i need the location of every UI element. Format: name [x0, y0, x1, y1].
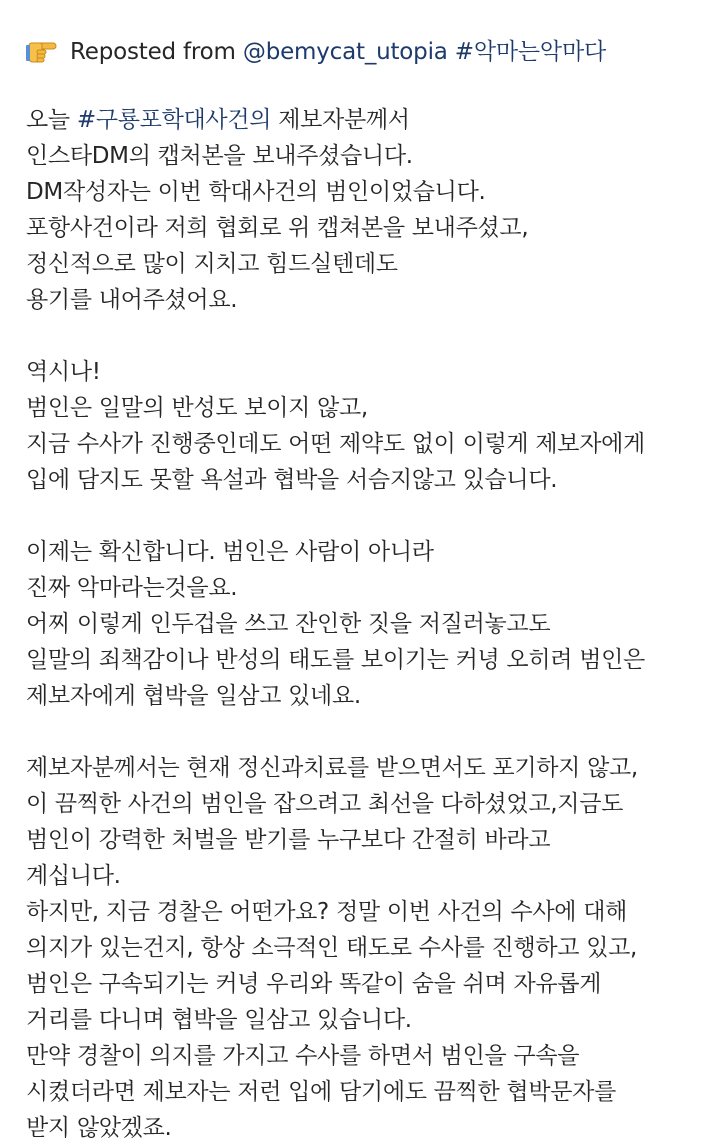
caption-line: 어찌 이렇게 인두겁을 쓰고 잔인한 짓을 저질러놓고도 [26, 611, 551, 637]
caption-line: 의지가 있는건지, 항상 소극적인 태도로 수사를 진행하고 있고, [26, 935, 638, 961]
caption-line: 범인이 강력한 처벌을 받기를 누구보다 간절히 바라고 [26, 827, 551, 853]
post-caption [26, 30, 716, 1146]
caption-line: 포항사건이라 저희 협회로 위 캡쳐본을 보내주셨고, [26, 215, 529, 241]
caption-line: 제보자분께서는 현재 정신과치료를 받으면서도 포기하지 않고, [26, 755, 638, 781]
caption-text: 제보자분께서 [278, 107, 410, 133]
caption-line: 범인은 구속되기는 커녕 우리와 똑같이 숨을 쉬며 자유롭게 [26, 971, 602, 997]
caption-line: 일말의 죄책감이나 반성의 태도를 보이기는 커녕 오히려 범인은 [26, 647, 645, 673]
caption-line: 받지 않았겠죠. [26, 1115, 172, 1141]
hashtag-link[interactable]: #구룡포학대사건의 [76, 107, 272, 133]
repost-prefix: Reposted from [70, 38, 236, 65]
caption-line: 이제는 확신합니다. 범인은 사람이 아니라 [26, 539, 434, 565]
pointing-hand-icon [26, 33, 58, 65]
caption-line: 역시나! [26, 359, 101, 385]
caption-line: 만약 경찰이 의지를 가지고 수사를 하면서 범인을 구속을 [26, 1043, 580, 1069]
caption-line: 정신적으로 많이 지치고 힘드실텐데도 [26, 251, 398, 277]
caption-line: 인스타DM의 캡처본을 보내주셨습니다. [26, 143, 413, 169]
caption-line: 거리를 다니며 협박을 일삼고 있습니다. [26, 1007, 412, 1033]
caption-line: 시켰더라면 제보자는 저런 입에 담기에도 끔찍한 협박문자를 [26, 1079, 617, 1105]
paragraph-gap [26, 498, 716, 534]
caption-line: 범인은 일말의 반성도 보이지 않고, [26, 395, 368, 421]
caption-text: 오늘 [26, 107, 70, 133]
caption-line: 이 끔찍한 사건의 범인을 잡으려고 최선을 다하셨었고,지금도 [26, 791, 624, 817]
caption-line: 입에 담지도 못할 욕설과 협박을 서슴지않고 있습니다. [26, 467, 558, 493]
repost-hashtag-link[interactable]: #악마는악마다 [454, 38, 606, 65]
caption-line: 하지만, 지금 경찰은 어떤가요? 정말 이번 사건의 수사에 대해 [26, 899, 628, 925]
caption-line: 지금 수사가 진행중인데도 어떤 제약도 없이 이렇게 제보자에게 [26, 431, 645, 457]
caption-line: DM작성자는 이번 학대사건의 범인이었습니다. [26, 179, 486, 205]
repost-header [26, 30, 716, 68]
paragraph-gap [26, 714, 716, 750]
paragraph-gap [26, 318, 716, 354]
caption-line: 제보자에게 협박을 일삼고 있네요. [26, 683, 361, 709]
caption-line: 진짜 악마라는것을요. [26, 575, 238, 601]
caption-line: 계십니다. [26, 863, 121, 889]
caption-line: 용기를 내어주셨어요. [26, 287, 238, 313]
repost-username-link[interactable]: @bemycat_utopia [242, 38, 448, 65]
caption-line [26, 102, 716, 138]
